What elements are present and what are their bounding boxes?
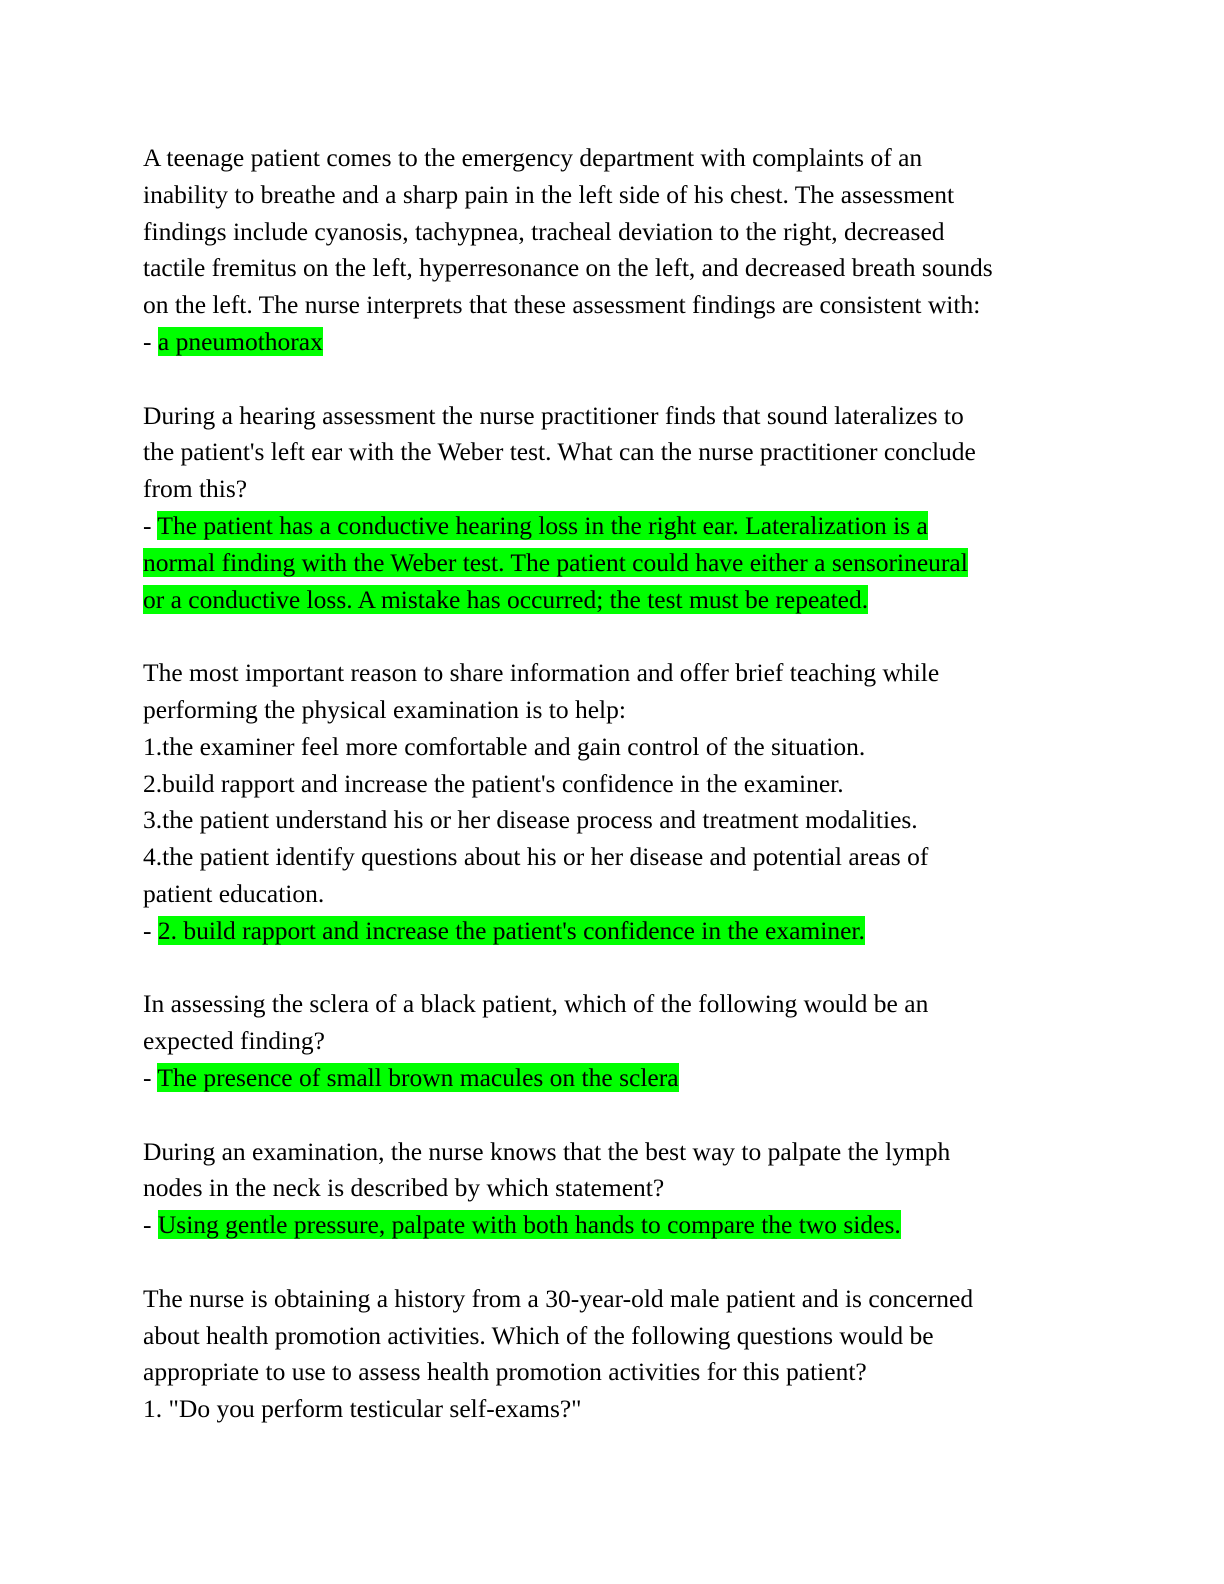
question-text-line: findings include cyanosis, tachypnea, tracheal deviation to the right, decreased [143, 216, 945, 246]
option-line: 3.the patient understand his or her disease process and treatment modalities. [143, 805, 918, 835]
question-text-line: expected finding? [143, 1026, 325, 1056]
answer-dash: - [143, 326, 158, 356]
answer-dash: - [143, 1210, 158, 1240]
question-text-line: appropriate to use to assess health promotion activities for this patient? [143, 1357, 867, 1387]
answer-highlight: The presence of small brown macules on the sclera [157, 1062, 679, 1092]
question-block-1 [143, 140, 1083, 361]
answer-line [143, 1207, 1083, 1244]
question-text-line: During an examination, the nurse knows that the best way to palpate the lymph [143, 1136, 951, 1166]
answer-line [143, 545, 1083, 582]
question-text-line: The most important reason to share information and offer brief teaching while [143, 658, 940, 688]
answer-dash: - [143, 1062, 158, 1092]
answer-highlight: a pneumothorax [157, 326, 323, 356]
question-text-line: nodes in the neck is described by which statement? [143, 1173, 665, 1203]
question-text-line: about health promotion activities. Which of the following questions would be [143, 1320, 934, 1350]
question-text-line: In assessing the sclera of a black patient, which of the following would be an [143, 989, 929, 1019]
answer-dash: - [143, 915, 158, 945]
answer-line [143, 324, 1083, 361]
question-text-line: from this? [143, 474, 248, 504]
answer-line [143, 582, 1083, 619]
question-text-line: During a hearing assessment the nurse practitioner finds that sound lateralizes to [143, 400, 964, 430]
answer-dash: - [143, 510, 158, 540]
answer-line [143, 913, 1083, 950]
option-line: 1.the examiner feel more comfortable and gain control of the situation. [143, 731, 866, 761]
option-line: 2.build rapport and increase the patient's confidence in the examiner. [143, 768, 844, 798]
answer-line [143, 1060, 1083, 1097]
question-block-4 [143, 986, 1083, 1096]
answer-highlight: 2. build rapport and increase the patient's confidence in the examiner. [157, 915, 865, 945]
answer-line [143, 508, 1083, 545]
question-text-line: A teenage patient comes to the emergency department with complaints of an [143, 143, 923, 172]
question-block-5 [143, 1134, 1083, 1244]
question-block-6 [143, 1281, 1083, 1428]
document-page [143, 140, 1083, 1465]
question-text-line: inability to breathe and a sharp pain in the left side of his chest. The assessment [143, 179, 955, 209]
option-line: 1. "Do you perform testicular self-exams?" [143, 1394, 582, 1424]
answer-highlight: or a conductive loss. A mistake has occurred; the test must be repeated. [143, 584, 869, 614]
question-text-line: The nurse is obtaining a history from a 30-year-old male patient and is concerned [143, 1283, 974, 1313]
answer-highlight: The patient has a conductive hearing loss in the right ear. Lateralization is a [157, 510, 928, 540]
question-block-3 [143, 655, 1083, 949]
question-text-line: tactile fremitus on the left, hyperresonance on the left, and decreased breath sounds [143, 253, 993, 283]
option-line: 4.the patient identify questions about his or her disease and potential areas of [143, 842, 929, 872]
question-text-line: on the left. The nurse interprets that these assessment findings are consistent with: [143, 290, 981, 320]
question-block-2 [143, 398, 1083, 619]
question-text-line: the patient's left ear with the Weber test. What can the nurse practitioner conclude [143, 437, 976, 467]
option-line: patient education. [143, 878, 325, 908]
question-text-line: performing the physical examination is to help: [143, 694, 626, 724]
answer-highlight: Using gentle pressure, palpate with both hands to compare the two sides. [157, 1210, 901, 1240]
answer-highlight: normal finding with the Weber test. The patient could have either a sensorineural [143, 547, 968, 577]
